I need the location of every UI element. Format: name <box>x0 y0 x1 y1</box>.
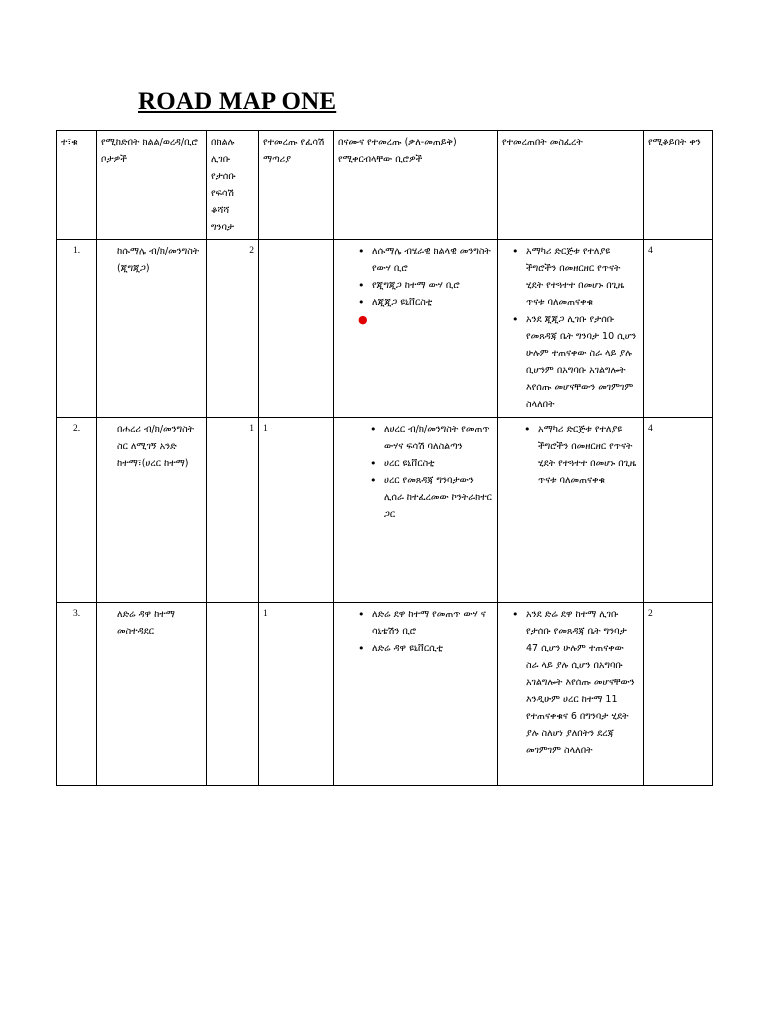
row-count-b <box>259 240 334 418</box>
office-item: • ለድሬ ደዋ ከተማ የመጠጥ ውሃ ና ሳኒቴሽን ቢሮ <box>372 606 493 640</box>
row-criteria <box>498 240 644 418</box>
office-item: • ሀረር ዩኒቨርስቲ <box>384 455 493 472</box>
criteria-item: • አማካሪ ድርጅቱ የተለያዩ ችግሮችን በመዘርዘር የጥናት ሂደት የተጓተተ በመሆኑ በጊዜ ጥናቱ ባለመጠናቀቁ <box>538 421 639 489</box>
row-count-b: 1 <box>259 603 334 786</box>
criteria-item: • አንደ ድሬ ደዋ ከተማ ሊገቡ የታሰቡ የመጸዳጃ ቤት ግንባታ 47 ሲሆን ሁሉም ተጠናቀው ስራ ላይ ያሉ ሲሆን በአግባቡ አገልግሎት እየሰጡ መሆናቸውን እንዲሁም ሀረር ከተማ 11 የተጠናቀቁና 6 በግንባታ ሂደት ያሉ ስለሆነ ያለበትን ደረጃ መገምገም ስላለበት <box>526 606 639 759</box>
document-title: ROAD MAP ONE <box>138 88 337 115</box>
row-location <box>97 603 207 786</box>
row-days: 4 <box>644 418 713 603</box>
header-duration-days: የሚቆይበት ቀን <box>644 131 713 240</box>
row-offices <box>334 603 498 786</box>
criteria-item: • አማካሪ ድርጅቱ የተለያዩ ችግሮችን በመዘርዘር የጥናት ሂደት የተጓተተ በመሆኑ በጊዜ ጥናቱ ባለመጠናቀቁ <box>526 243 639 311</box>
office-item: • ለድሬ ዳዋ ዩኒቨርሲቲ <box>372 640 493 657</box>
row-offices <box>334 240 498 418</box>
office-item: • ለሱማሌ ብሄራዊ ክልላዊ መንግስት የውሃ ቢሮ <box>372 243 493 277</box>
row-location-text: በሐረሪ ብ/ክ/መንግስት ስር ለሚገኝ አንድ ከተማ፣(ሀረር ከተማ) <box>117 424 195 469</box>
row-number: 2. <box>57 418 97 603</box>
row-days: 2 <box>644 603 713 786</box>
row-offices <box>334 418 498 603</box>
row-location-text: ከሱማሌ ብ/ክ/መንግስት (ጂግጂጋ) <box>117 246 200 274</box>
row-count-b: 1 <box>259 418 334 603</box>
office-item: • ለጂጂጋ ዩኒቨርስቲ <box>372 294 493 311</box>
header-selection-criteria: የተመረጠበት መስፈረት <box>498 131 644 240</box>
row-criteria <box>498 603 644 786</box>
row-location-text: ለድሬ ዳዋ ከተማ መስተዳደር <box>117 609 175 637</box>
row-count-a: 2 <box>207 240 259 418</box>
row-count-a: 1 <box>207 418 259 603</box>
criteria-item: • አንደ ጂጂጋ ሊገቡ የታሰቡ የመጸዳጃ ቤት ግንባታ 10 ሲሆን ሁሉም ተጠናቀው ስራ ላይ ያሉ ቢሆንም በአግባቡ አገልግሎት እየሰጡ መሆናቸውን መገምገም ስላለበት <box>526 311 639 413</box>
office-item: • ሀረር የመጸዳጃ ግንባታውን ሊሰራ ከተፈረመው ኮንትራክተር ጋር <box>384 472 493 523</box>
header-row <box>57 131 713 240</box>
table-row <box>57 240 713 418</box>
header-interview-offices: በናሙና የተመረጡ (ቃለ-መጠይቅ) የሚቀርብላቸው ቢሮዎች <box>334 131 498 240</box>
road-map-table <box>56 130 713 786</box>
table-row <box>57 603 713 786</box>
row-count-a <box>207 603 259 786</box>
office-item: • ለሀረር ብ/ክ/መንግስት የመጠጥ ውሃና ፍሳሽ ባለስልጣን <box>384 421 493 455</box>
row-number: 1. <box>57 240 97 418</box>
row-number: 3. <box>57 603 97 786</box>
header-selected-treatment: የተመረጡ የፈሳሽ ማጣሪያ <box>259 131 334 240</box>
row-location <box>97 418 207 603</box>
header-planned-construction: በክልሉ ሊገቡ የታሰቡ የፍሳሽ ቆሻሻ ግንባታ <box>207 131 259 240</box>
header-location: የሚከድበት ክልል/ወረዳ/ቢሮ ቦታዎች <box>97 131 207 240</box>
office-item: • የጂግጂጋ ከተማ ውሃ ቢሮ <box>372 277 493 294</box>
table-row <box>57 418 713 603</box>
red-bullet-icon: ● <box>358 313 368 326</box>
row-days: 4 <box>644 240 713 418</box>
row-location <box>97 240 207 418</box>
header-number: ተ፣ቁ <box>57 131 97 240</box>
row-criteria <box>498 418 644 603</box>
